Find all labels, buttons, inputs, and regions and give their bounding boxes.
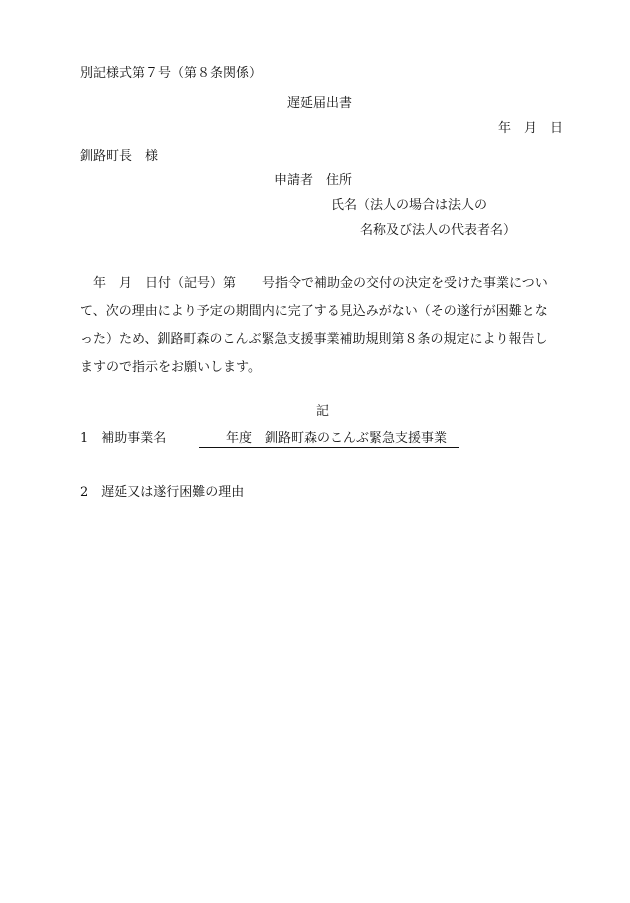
document-title: 遅延届出書 [287,96,353,111]
item-2-label: 2 遅延又は遂行困難の理由 [80,485,245,500]
form-number: 別記様式第７号（第８条関係） [80,66,263,81]
applicant-name-label-continued: 名称及び法人の代表者名） [360,223,517,238]
record-heading: 記 [316,404,330,419]
applicant-name-label: 氏名（法人の場合は法人の [331,198,488,213]
item-1-value: 年度 釧路町森のこんぶ緊急支援事業 [199,432,459,448]
body-paragraph: 年 月 日付（記号）第 号指令で補助金の交付の決定を受けた事業について、次の理由により予定の期間内に完了する見込みがない（その遂行が困難となった）ため、釧路町森のこんぶ緊急支援事業補助規則第８条の規定により報告しますので指示をお願いします。 [80,276,548,375]
item-1-label: 1 補助事業名 [80,431,167,446]
applicant-address-label: 申請者 住所 [274,173,353,188]
date-line: 年 月 日 [498,121,564,136]
addressee: 釧路町長 様 [80,149,159,164]
